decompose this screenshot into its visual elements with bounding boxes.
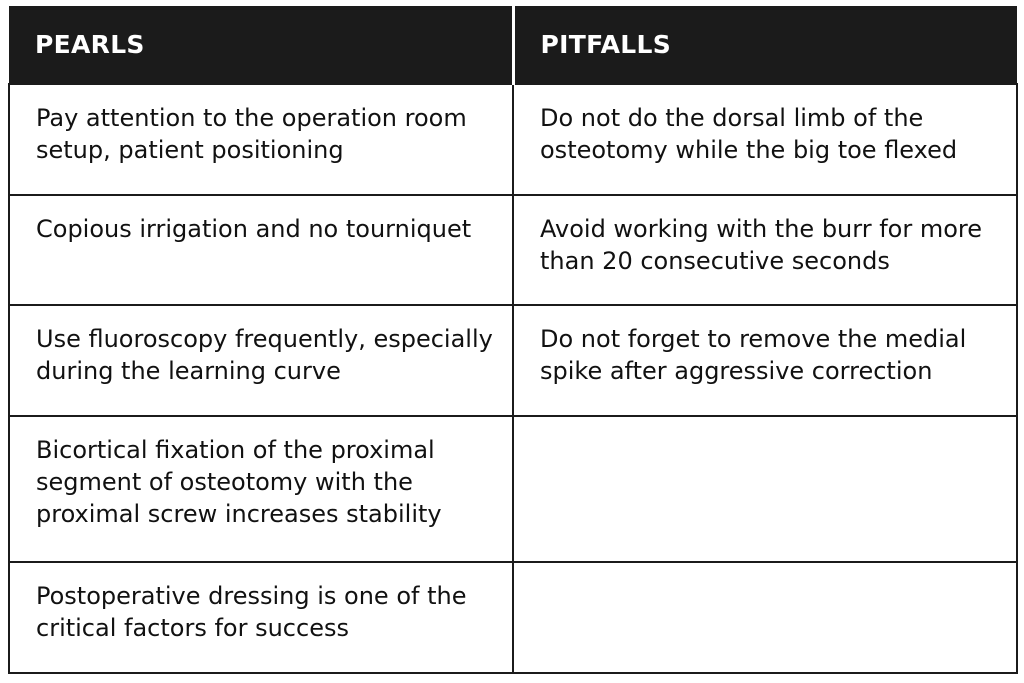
table-row: [9, 305, 1017, 416]
pearl-cell: Pay attention to the operation room setup, patient positioning: [9, 84, 513, 195]
pitfall-cell-empty: [513, 562, 1017, 673]
table-header: [9, 6, 1017, 84]
table-row: [9, 84, 1017, 195]
pitfall-cell: Do not do the dorsal limb of the osteotomy while the big toe flexed: [513, 84, 1017, 195]
pearls-pitfalls-table: [8, 6, 1018, 674]
table-row: [9, 416, 1017, 562]
pearl-cell: Use fluoroscopy frequently, especially during the learning curve: [9, 305, 513, 416]
pitfall-cell: Do not forget to remove the medial spike after aggressive correction: [513, 305, 1017, 416]
pearl-cell: Postoperative dressing is one of the critical factors for success: [9, 562, 513, 673]
pitfall-cell: Avoid working with the burr for more than 20 consecutive seconds: [513, 195, 1017, 306]
column-header-pitfalls: PITFALLS: [513, 6, 1017, 84]
pitfall-cell-empty: [513, 416, 1017, 562]
column-header-pearls: PEARLS: [9, 6, 513, 84]
table-body: [9, 84, 1017, 673]
pearl-cell: Copious irrigation and no tourniquet: [9, 195, 513, 306]
pearl-cell: Bicortical fixation of the proximal segment of osteotomy with the proximal screw increases stability: [9, 416, 513, 562]
table-row: [9, 195, 1017, 306]
table-header-row: [9, 6, 1017, 84]
table-row: [9, 562, 1017, 673]
